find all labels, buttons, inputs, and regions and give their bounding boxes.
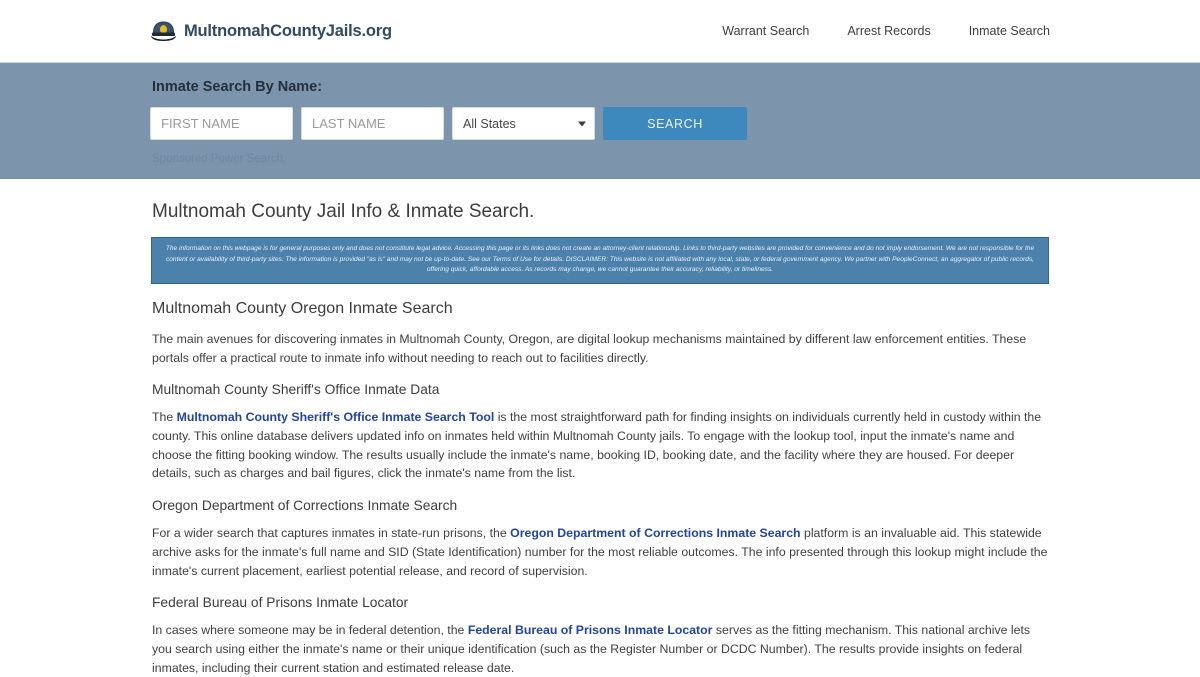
text-before-link: For a wider search that captures inmates in state-run prisons, the: [152, 526, 511, 541]
state-select[interactable]: [452, 107, 595, 140]
paragraph-oregon-doc: [152, 524, 1050, 580]
search-form: [150, 107, 1050, 140]
state-select-wrapper: [452, 107, 595, 140]
first-name-input[interactable]: [150, 107, 293, 140]
search-button[interactable]: SEARCH: [603, 107, 747, 140]
inmate-search-band: [0, 62, 1200, 179]
site-header: [0, 0, 1200, 62]
subheading-oregon-doc-inmate-search: Oregon Department of Corrections Inmate Search: [152, 498, 458, 514]
text-after-link: serves as the fitting mechanism. This national archive lets you search using either the inmate's name or their unique identification (such as the Register Number or DCDC Number). The results provide insights on federal inmates, including their current station and estimated release date.: [152, 623, 1031, 675]
police-cap-icon: [150, 19, 177, 43]
section-heading-oregon-inmate-search: Multnomah County Oregon Inmate Search: [152, 300, 453, 318]
link-oregon-doc-inmate-search[interactable]: Oregon Department of Corrections Inmate Search: [510, 526, 801, 541]
subheading-federal-bureau-prisons-locator: Federal Bureau of Prisons Inmate Locator: [152, 595, 409, 611]
header-inner: [150, 19, 1050, 43]
text-after-link: is the most straightforward path for finding insights on individuals currently held in custody within the county. This online database delivers updated info on inmates held within Multnomah County jails. To engage with the lookup tool, input the inmate's name and choose the fitting booking window. The results usually include the inmate's name, booking ID, booking date, and the facility where they are housed. For deeper details, such as charges and bail figures, click the inmate's name from the list.: [152, 410, 1042, 481]
search-band-title: Inmate Search By Name:: [152, 79, 323, 95]
nav-link-warrant-search[interactable]: Warrant Search: [722, 24, 810, 38]
text-before-link: In cases where someone may be in federal detention, the: [152, 623, 468, 638]
last-name-input[interactable]: [301, 107, 444, 140]
page-title: Multnomah County Jail Info & Inmate Search.: [152, 201, 535, 222]
paragraph-federal-bureau: [152, 621, 1050, 677]
legal-disclaimer-box: The information on this webpage is for general purposes only and does not constitute legal advice. Accessing this page or its links does not create an attorney-client relationship. Links to third-party websites are provided for convenience and do not imply endorsement. We are not responsible for the content or availability of third-party sites. The information is provided "as is" and may not be up-to-date. See our Terms of Use for details. DISCLAIMER: This website is not affiliated with any local, state, or federal government agency. We partner with PeopleConnect, an aggregator of public records, offering quick, affordable access. As records may change, we cannot guarantee their accuracy, reliability, or timeliness.: [151, 237, 1049, 284]
link-sheriffs-office-inmate-search-tool[interactable]: Multnomah County Sheriff's Office Inmate Search Tool: [176, 410, 495, 425]
nav-link-inmate-search[interactable]: Inmate Search: [968, 24, 1050, 38]
nav-link-arrest-records[interactable]: Arrest Records: [847, 24, 931, 38]
text-before-link: The: [152, 410, 177, 425]
subheading-sheriffs-office-inmate-data: Multnomah County Sheriff's Office Inmate Data: [152, 382, 440, 398]
text-after-link: platform is an invaluable aid. This statewide archive asks for the inmate's full name and SID (State Identification) number for the most reliable outcomes. The info presented through this lookup might include the inmate's current placement, earliest potential release, and record of supervision.: [152, 526, 1048, 578]
search-band-inner: [150, 79, 1050, 165]
paragraph-sheriffs-office: [152, 408, 1050, 483]
link-federal-bureau-prisons-inmate-locator[interactable]: Federal Bureau of Prisons Inmate Locator: [467, 623, 713, 638]
brand-logo-link[interactable]: [150, 19, 392, 43]
main-navigation: [722, 24, 1050, 38]
main-content: [150, 179, 1050, 677]
brand-name: MultnomahCountyJails.org: [184, 21, 392, 40]
section-intro-paragraph: The main avenues for discovering inmates in Multnomah County, Oregon, are digital lookup mechanisms maintained by different law enforcement entities. These portals offer a practical route to inmate info without needing to reach out to facilities directly.: [152, 332, 1027, 365]
sponsored-power-search-note: Sponsored Power Search.: [152, 153, 287, 165]
